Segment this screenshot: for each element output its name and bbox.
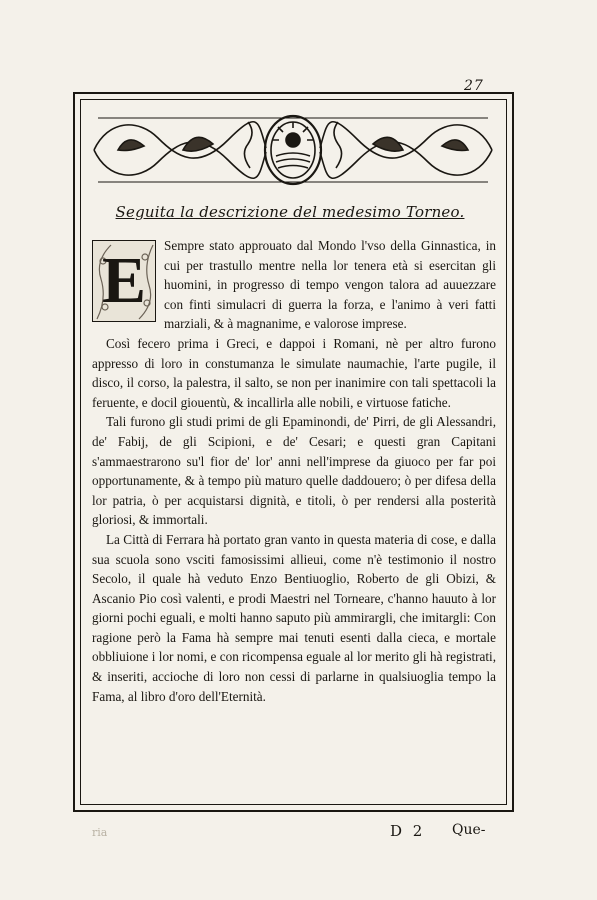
paragraph-4: La Città di Ferrara hà portato gran vanto in questa materia di cose, e dalla sua scuola sono vsciti famosissimi allieui, come n'è testimonio il nostro Secolo, il quale hà veduto Enzo Bentiuoglio, Roberto de gli Obizi, & Ascanio Pio così valenti, e prodi Maestri nel Torneare, c'hanno hauuto à lor giorni pochi eguali, e molti hanno saputo più ammirargli, che imitargli: Con ragione però la Fama hà sempre mai tenuti esenti dalla cieca, e mortale obbliuione i lor nomi, e con ricompensa eguale al lor merito gli hà registrati, & inseriti, accioche di loro non cessi di parlarne in qualsiuoglia tempo la Fama, al libro d'oro dell'Eternità. <box>92 531 496 704</box>
paragraph-1 <box>92 236 496 334</box>
body-text <box>92 236 496 706</box>
page-footer <box>80 822 510 846</box>
paragraph-1-text: Sempre stato approuato dal Mondo l'vso della Ginnastica, in cui per trastullo mentre nella lor tenera età si esercitan gli huomini, in progresso di tempo vengon talora ad auuezzare con finti simulacri di guerra la forza, e l'animo à veri fatti marziali, & à magnanime, e valorose imprese. <box>164 238 496 332</box>
catchword: Que- <box>452 822 486 838</box>
drop-cap-letter: E <box>101 244 147 317</box>
paragraph-2: Così fecero prima i Greci, e dappoi i Romani, nè per altro furono appresso di loro in constumanza le simulate naumachie, l'arte pugile, il disco, il corso, la palestra, il salto, se non per inanimire con tali spettacoli la feruente, e docil giouentù, & incallirla alle nobili, e virtuose fatiche. <box>92 335 496 410</box>
bleed-through-text: ria <box>92 826 108 839</box>
drop-cap <box>92 240 156 322</box>
signature-mark: D 2 <box>390 822 426 840</box>
page-number: 27 <box>464 78 484 94</box>
headpiece-ornament <box>88 110 498 190</box>
section-heading: Seguita la descrizione del medesimo Torneo. <box>115 203 465 221</box>
paragraph-3: Tali furono gli studi primi de gli Epaminondi, de' Pirri, de gli Alessandri, de' Fabij, de gli Scipioni, e de' Cesari; e questi gran Capitani s'ammaestrarono su'l fior de' lor' anni nell'imprese da giuoco per far poi opportunamente, & à tempo più maturo quelle daddouero; ò per difesa della lor patria, ò per acquistarsi dignità, e titoli, ò per rendersi alla posterità gloriosi, & immortali. <box>92 414 496 528</box>
